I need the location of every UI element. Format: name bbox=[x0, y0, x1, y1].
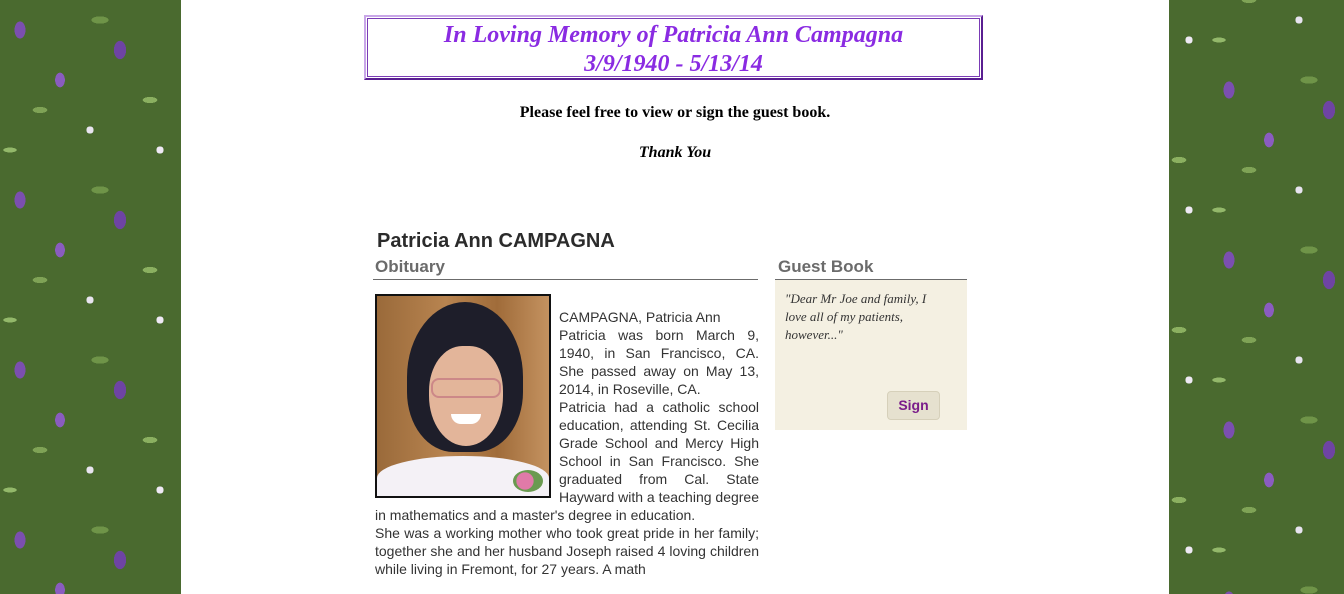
portrait-photo bbox=[375, 294, 551, 498]
guestbook-heading-label[interactable]: Guest Book bbox=[778, 257, 874, 276]
obituary-paragraph: Patricia was born March 9, 1940, in San Francisco, CA. She passed away on May 13, 2014, in Roseville, CA. bbox=[559, 327, 759, 397]
guestbook-panel bbox=[775, 280, 967, 430]
memorial-dates: 3/9/1940 - 5/13/14 bbox=[584, 51, 763, 77]
obituary-paragraph: Patricia had a catholic school education, attending St. Cecilia Grade School and Mercy High School in San Francisco. She graduated from Cal. State Hayward with a teaching degree in mathematics and a master's degree in education. bbox=[375, 399, 759, 523]
obituary-paragraph: CAMPAGNA, Patricia Ann bbox=[559, 309, 721, 325]
main-content bbox=[181, 0, 1169, 594]
obituary-heading-label: Obituary bbox=[375, 257, 445, 276]
page-title: Patricia Ann CAMPAGNA bbox=[377, 230, 615, 252]
memorial-title: In Loving Memory of Patricia Ann Campagna bbox=[443, 22, 904, 48]
flower-background-right bbox=[1169, 0, 1344, 594]
obituary-paragraph: She was a working mother who took great pride in her family; together she and her husband Joseph raised 4 loving children while living in Fremont, for 27 years. A math bbox=[375, 525, 759, 577]
guestbook-latest-entry[interactable]: "Dear Mr Joe and family, I love all of my patients, however..." bbox=[785, 291, 927, 342]
sign-guestbook-button[interactable]: Sign bbox=[887, 391, 940, 420]
guestbook-heading[interactable] bbox=[775, 257, 967, 280]
thank-you-text: Thank You bbox=[638, 144, 712, 161]
obituary-heading bbox=[373, 257, 758, 280]
flower-background-left bbox=[0, 0, 181, 594]
guestbook-invite-text: Please feel free to view or sign the guest book. bbox=[519, 104, 831, 121]
memorial-banner bbox=[364, 15, 983, 80]
obituary-text bbox=[375, 294, 759, 594]
